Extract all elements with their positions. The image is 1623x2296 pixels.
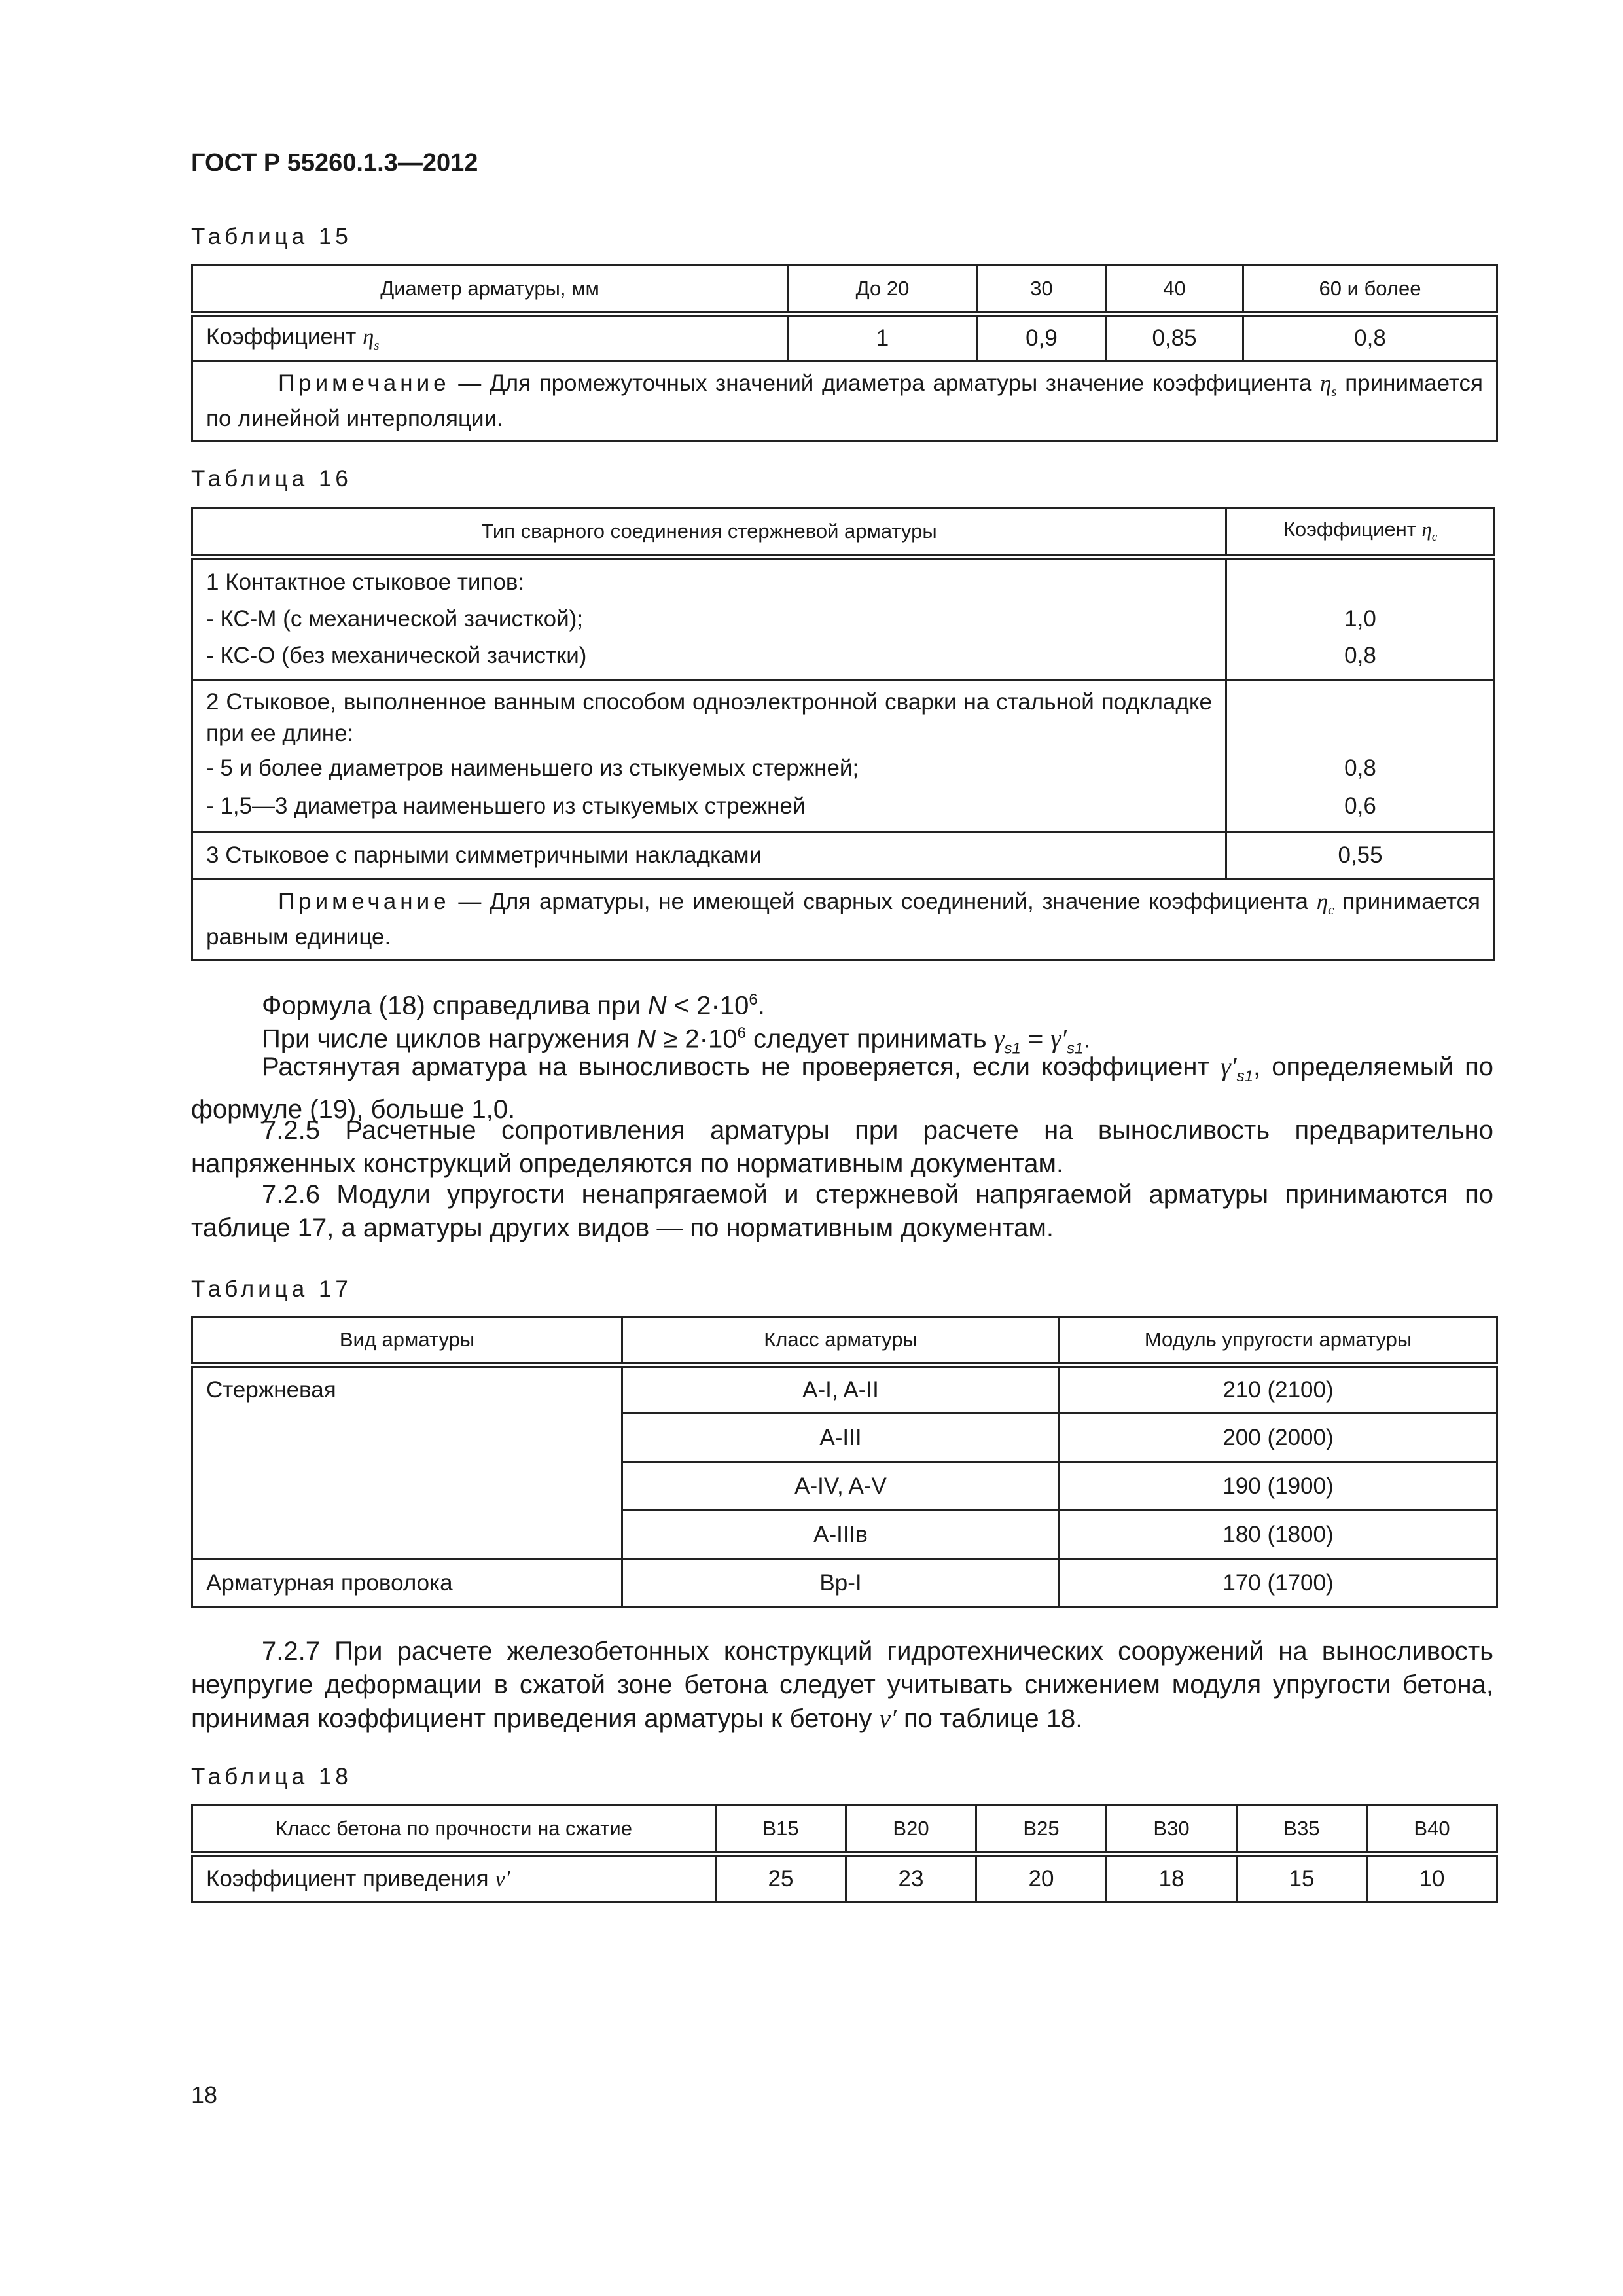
document-header: ГОСТ Р 55260.1.3—2012	[191, 149, 478, 177]
t16-group-2-values: 0,8 0,6	[1226, 680, 1495, 832]
t17-head-class: Класс арматуры	[622, 1317, 1060, 1365]
table-17-caption: Таблица 17	[191, 1276, 352, 1302]
table-row	[192, 557, 1495, 680]
table-15-caption: Таблица 15	[191, 224, 352, 249]
t16-group-3-value: 0,55	[1226, 832, 1495, 879]
t16-group-1: 1 Контактное стыковое типов: - КС-М (с механической зачисткой); - КС-О (без механической зачистки)	[192, 557, 1226, 680]
t18-value: 23	[846, 1854, 976, 1903]
t17-kind-rod: Стержневая	[192, 1365, 622, 1559]
t17-modulus: 200 (2000)	[1060, 1414, 1497, 1462]
t16-head-type: Тип сварного соединения стержневой арматуры	[192, 509, 1226, 557]
t17-head-modulus: Модуль упругости арматуры	[1060, 1317, 1497, 1365]
t18-head-label: Класс бетона по прочности на сжатие	[192, 1806, 716, 1854]
t15-value: 0,85	[1106, 314, 1243, 361]
t15-head-60-plus: 60 и более	[1243, 266, 1497, 314]
paragraph-7-2-5: 7.2.5 Расчетные сопротивления арматуры при расчете на выносливость предварительно напряженных конструкций определяются по нормативным документам.	[191, 1116, 1493, 1178]
t15-head-diameter: Диаметр арматуры, мм	[192, 266, 788, 314]
paragraph-cycles: При числе циклов нагружения $N \ge 2\cdot 10^6$ следует принимать $\gamma_{s1} = \gamma'_{s1}$.	[262, 1024, 1091, 1058]
t18-head-class: B35	[1237, 1806, 1367, 1854]
t18-head-class: B20	[846, 1806, 976, 1854]
table-18-caption: Таблица 18	[191, 1764, 352, 1789]
t17-modulus: 210 (2100)	[1060, 1365, 1497, 1414]
t18-value: 15	[1237, 1854, 1367, 1903]
table-18	[191, 1804, 1498, 1903]
t15-head-30: 30	[978, 266, 1106, 314]
t16-note: Примечание — Для арматуры, не имеющей сварных соединений, значение коэффициента $\eta_c$ принимается равным единице.	[192, 879, 1495, 960]
paragraph-tensile: Растянутая арматура на выносливость не проверяется, если коэффициент $\gamma'_{s1}$, определяемый по формуле (19), больше 1,0.	[191, 1052, 1494, 1124]
t16-head-coef: Коэффициент $\eta_c$	[1226, 509, 1495, 557]
table-15	[191, 264, 1498, 442]
t15-value: 0,8	[1243, 314, 1497, 361]
t16-group-1-values: 1,0 0,8	[1226, 557, 1495, 680]
table-row	[192, 1559, 1497, 1607]
t15-value: 1	[788, 314, 978, 361]
t17-modulus: 180 (1800)	[1060, 1511, 1497, 1559]
t15-head-40: 40	[1106, 266, 1243, 314]
t18-head-class: B30	[1107, 1806, 1237, 1854]
t17-modulus: 170 (1700)	[1060, 1559, 1497, 1607]
t16-group-2: 2 Стыковое, выполненное ванным способом одноэлектронной сварки на стальной подкладке при ее длине: - 5 и более диаметров наименьшего из стыкуемых стержней; - 1,5—3 диаметра наименьшего из стыкуемых стрежней	[192, 680, 1226, 832]
t15-row-label: Коэффициент $\eta_s$	[192, 314, 788, 361]
t18-value: 25	[716, 1854, 846, 1903]
t15-value: 0,9	[978, 314, 1106, 361]
t15-head-up-to-20: До 20	[788, 266, 978, 314]
t15-note: Примечание — Для промежуточных значений диаметра арматуры значение коэффициента $\eta_s$ принимается по линейной интерполяции.	[192, 361, 1497, 441]
paragraph-7-2-6: 7.2.6 Модули упругости ненапрягаемой и стержневой напрягаемой арматуры принимаются по таблице 17, а арматуры других видов — по нормативным документам.	[191, 1180, 1493, 1242]
t18-row-label: Коэффициент приведения ν′	[192, 1854, 716, 1903]
table-row	[192, 680, 1495, 832]
t17-kind-wire: Арматурная проволока	[192, 1559, 622, 1607]
t18-value: 20	[976, 1854, 1107, 1903]
t18-head-class: B40	[1367, 1806, 1497, 1854]
t17-class: Вр-I	[622, 1559, 1060, 1607]
t17-class: A-IIIв	[622, 1511, 1060, 1559]
t16-group-3: 3 Стыковое с парными симметричными накладками	[192, 832, 1226, 879]
t18-head-class: B25	[976, 1806, 1107, 1854]
t18-value: 10	[1367, 1854, 1497, 1903]
t17-head-kind: Вид арматуры	[192, 1317, 622, 1365]
t18-head-class: B15	[716, 1806, 846, 1854]
paragraph-7-2-7: 7.2.7 При расчете железобетонных конструкций гидротехнических сооружений на выносливость неупругие деформации в сжатой зоне бетона следует учитывать снижением модуля упругости бетона, принимая коэффициент приведения арматуры к бетону ν′ по таблице 18.	[191, 1637, 1493, 1733]
table-17	[191, 1316, 1498, 1608]
t18-value: 18	[1107, 1854, 1237, 1903]
table-16-caption: Таблица 16	[191, 466, 352, 492]
table-row	[192, 1365, 1497, 1414]
table-row	[192, 1854, 1497, 1903]
table-row	[192, 832, 1495, 879]
paragraph-formula-18: Формула (18) справедлива при $N < 2\cdot 10^6$.	[262, 991, 765, 1020]
table-row	[192, 314, 1497, 361]
t17-class: A-I, A-II	[622, 1365, 1060, 1414]
table-16	[191, 507, 1495, 961]
page-number: 18	[191, 2081, 218, 2108]
t17-class: A-III	[622, 1414, 1060, 1462]
t17-modulus: 190 (1900)	[1060, 1462, 1497, 1511]
t17-class: A-IV, A-V	[622, 1462, 1060, 1511]
